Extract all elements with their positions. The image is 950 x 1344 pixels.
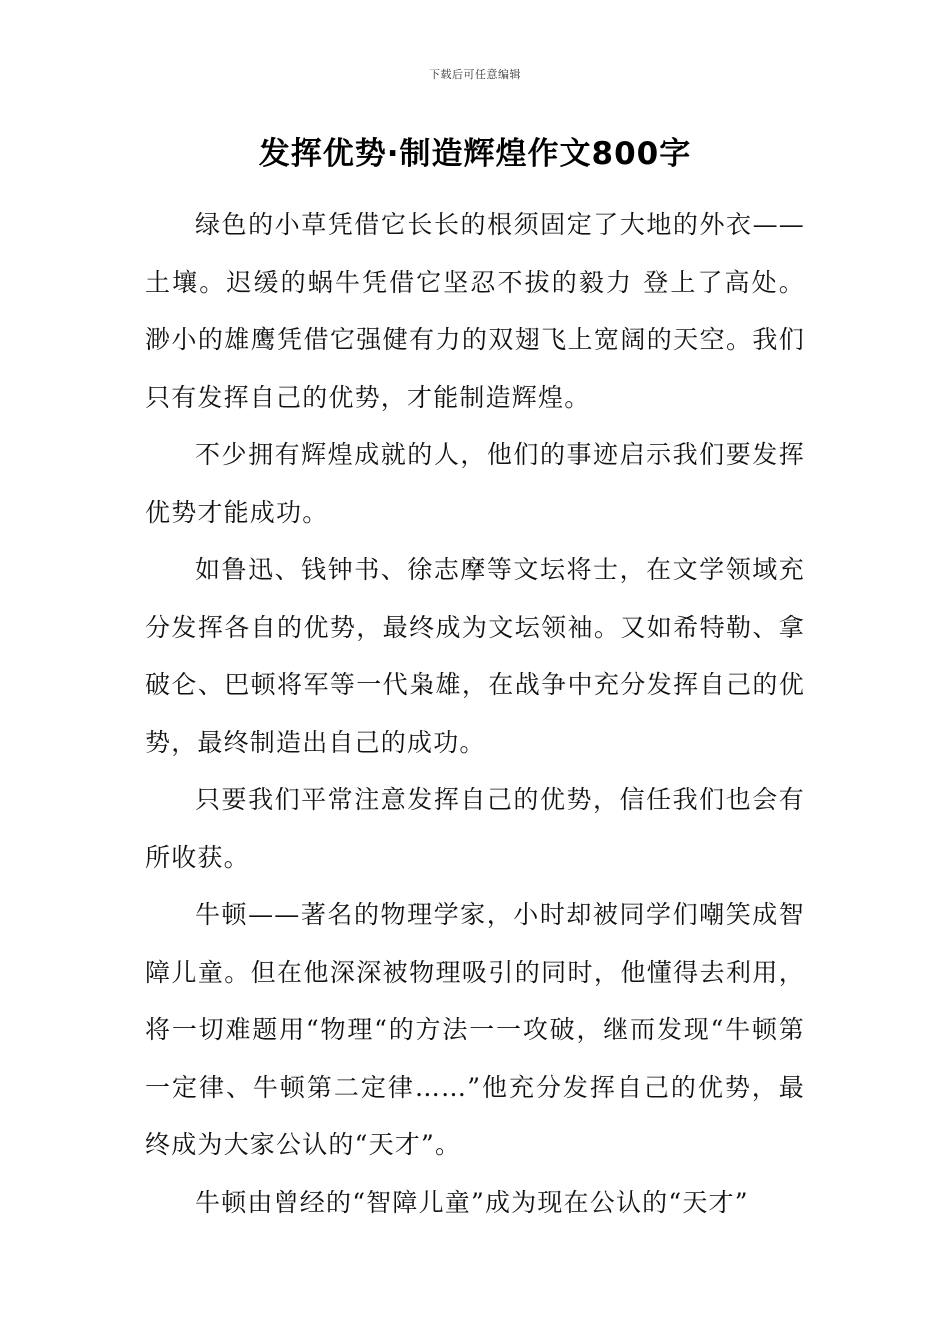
paragraph: 只要我们平常注意发挥自己的优势，信任我们也会有所收获。 <box>145 785 805 872</box>
paragraph: 绿色的小草凭借它长长的根须固定了大地的外衣——土壤。迟缓的蜗牛凭借它坚忍不拔的毅力 登上了高处。渺小的雄鹰凭借它强健有力的双翅飞上宽阔的天空。我们只有发挥自己的优势，才能制造辉煌。 <box>145 210 805 412</box>
paragraph: 牛顿由曾经的“智障儿童”成为现在公认的“天才” <box>195 1187 749 1217</box>
paragraph: 如鲁迅、钱钟书、徐志摩等文坛将士，在文学领域充分发挥各自的优势，最终成为文坛领袖。又如希特勒、拿破仑、巴顿将军等一代枭雄，在战争中充分发挥自己的优势，最终制造出自己的成功。 <box>145 555 805 757</box>
essay-title: 发挥优势·制造辉煌作文800字 <box>258 136 692 172</box>
essay-body <box>145 196 805 1231</box>
header-note: 下载后可任意编辑 <box>429 68 521 81</box>
paragraph: 不少拥有辉煌成就的人，他们的事迹启示我们要发挥优势才能成功。 <box>145 440 805 527</box>
paragraph: 牛顿——著名的物理学家，小时却被同学们嘲笑成智障儿童。但在他深深被物理吸引的同时，他懂得去利用，将一切难题用“物理“的方法一一攻破，继而发现“牛顿第一定律、牛顿第二定律……”他充分发挥自己的优势，最终成为大家公认的“天才”。 <box>145 900 805 1159</box>
